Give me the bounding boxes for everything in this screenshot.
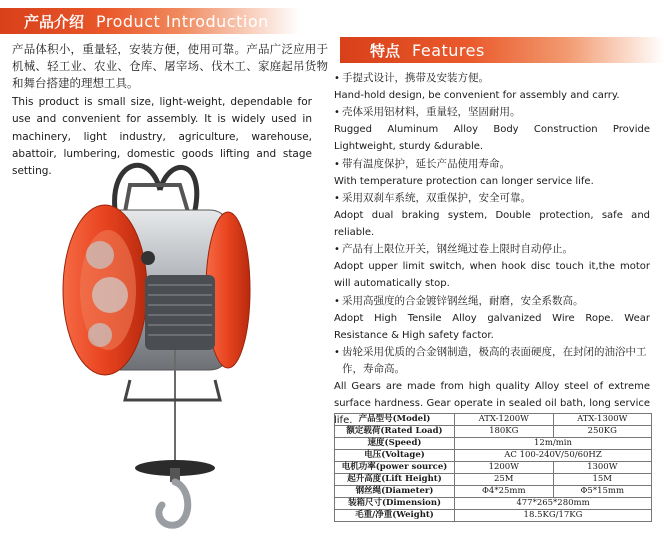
feature-item bbox=[334, 241, 650, 292]
features-title-en: Features bbox=[412, 40, 485, 60]
spec-label: 钢丝绳(Diameter) bbox=[335, 486, 455, 498]
feature-cn: 手提式设计，携带及安装方便。 bbox=[342, 72, 489, 84]
spec-label: 起升高度(Lift Height) bbox=[335, 474, 455, 486]
intro-text-en: This product is small size, light-weight, dependable for use and convenient for assembly. It is widely used in machinery, light industry, agriculture, warehouse, abattoir, lumbering, domestic goods lifting and stage setting. bbox=[12, 96, 312, 178]
spec-value: 25M bbox=[455, 474, 554, 486]
feature-en: Hand-hold design, be convenient for assembly and carry. bbox=[334, 90, 620, 101]
spec-value: 477*265*280mm bbox=[455, 498, 652, 510]
feature-item bbox=[334, 70, 650, 104]
spec-label: 速度(Speed) bbox=[335, 438, 455, 450]
features-banner bbox=[340, 37, 664, 63]
table-row bbox=[335, 450, 652, 462]
feature-cn: 带有温度保护，延长产品使用寿命。 bbox=[342, 157, 510, 170]
table-row bbox=[335, 462, 652, 474]
spec-label: 毛重/净重(Weight) bbox=[335, 510, 455, 522]
intro-title-en: Product Introduction bbox=[96, 11, 269, 31]
feature-item bbox=[334, 190, 650, 241]
feature-en: Adopt dual braking system, Double protection, safe and reliable. bbox=[334, 209, 650, 239]
table-row bbox=[335, 474, 652, 486]
hoist-product-image bbox=[30, 150, 280, 535]
spec-value: AC 100-240V/50/60HZ bbox=[455, 450, 652, 462]
bullet-icon: • bbox=[334, 295, 340, 307]
bullet-icon: • bbox=[334, 73, 340, 84]
table-row bbox=[335, 498, 652, 510]
product-introduction-banner bbox=[0, 8, 300, 34]
bullet-icon: • bbox=[334, 244, 340, 256]
intro-title-cn: 产品介绍 bbox=[24, 12, 85, 31]
features-list bbox=[334, 70, 650, 430]
spec-value: ATX-1200W bbox=[455, 414, 554, 426]
table-row bbox=[335, 414, 652, 426]
features-title-cn: 特点 bbox=[370, 41, 401, 60]
spec-value: 12m/min bbox=[455, 438, 652, 450]
feature-en: Rugged Aluminum Alloy Body Construction Provide Lightweight, sturdy &durable. bbox=[334, 124, 650, 153]
feature-cn: 壳体采用铝材料，重量轻，坚固耐用。 bbox=[342, 106, 521, 119]
spec-label: 额定载荷(Rated Load) bbox=[335, 426, 455, 438]
intro-text-cn: 产品体积小，重量轻，安装方便，使用可靠。产品广泛应用于机械、轻工业、农业、仓库、屠宰场、伐木工、家庭起吊货物和舞台搭建的理想工具。 bbox=[12, 42, 328, 90]
spec-value: Φ4*25mm bbox=[455, 486, 554, 498]
bullet-icon: • bbox=[334, 192, 340, 204]
feature-en: With temperature protection can longer service life. bbox=[334, 175, 594, 187]
feature-cn: 采用高强度的合金镀锌钢丝绳，耐磨，安全系数高。 bbox=[342, 294, 584, 307]
spec-value: 250KG bbox=[553, 426, 652, 438]
feature-en: All Gears are made from high quality Alloy steel of extreme surface hardness. Gear operate in sealed oil bath, long service life. bbox=[334, 381, 650, 427]
table-row bbox=[335, 426, 652, 438]
table-row bbox=[335, 486, 652, 498]
feature-en: Adopt upper limit switch, when hook disc touch it,the motor will automatically stop. bbox=[334, 261, 650, 290]
feature-item bbox=[334, 104, 650, 155]
spec-label: 产品型号(Model) bbox=[335, 414, 455, 426]
bullet-icon: • bbox=[334, 158, 340, 170]
spec-value: ATX-1300W bbox=[553, 414, 652, 426]
table-row bbox=[335, 438, 652, 450]
spec-value: 1300W bbox=[553, 462, 652, 474]
spec-value: 1200W bbox=[455, 462, 554, 474]
spec-label: 电压(Voltage) bbox=[335, 450, 455, 462]
spec-value: 180KG bbox=[455, 426, 554, 438]
spec-label: 电机功率(power source) bbox=[335, 462, 455, 474]
spec-value: 15M bbox=[553, 474, 652, 486]
spec-label: 装箱尺寸(Dimension) bbox=[335, 498, 455, 510]
spec-table bbox=[334, 413, 652, 522]
spec-value: Φ5*15mm bbox=[553, 486, 652, 498]
bullet-icon: • bbox=[334, 107, 340, 119]
spec-value: 18.5KG/17KG bbox=[455, 510, 652, 522]
table-row bbox=[335, 510, 652, 522]
feature-cn: 采用双刹车系统，双重保护，安全可靠。 bbox=[342, 191, 531, 204]
bullet-icon: • bbox=[334, 347, 340, 359]
feature-item bbox=[334, 156, 650, 190]
feature-item bbox=[334, 293, 650, 344]
feature-cn: 齿轮采用优质的合金钢制造，极高的表面硬度，在封闭的油浴中工作，寿命高。 bbox=[342, 346, 647, 376]
feature-en: Adopt High Tensile Alloy galvanized Wire Rope. Wear Resistance & High safety factor. bbox=[334, 312, 650, 341]
feature-cn: 产品有上限位开关，钢丝绳过卷上限时自动停止。 bbox=[342, 243, 573, 256]
